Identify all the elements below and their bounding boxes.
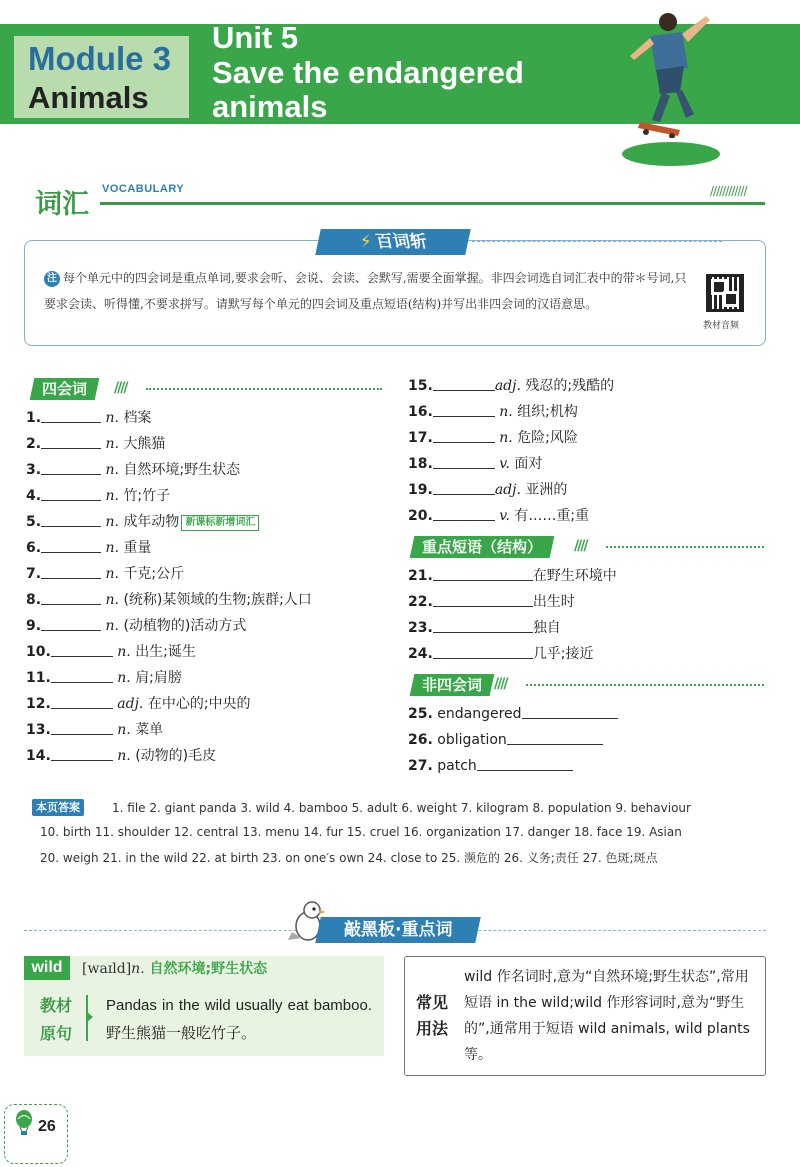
qr-label: 教材音频: [703, 321, 740, 331]
nonfour-item: 27. patch: [408, 756, 573, 776]
page-header: [0, 0, 800, 147]
nonfour-item: 26. obligation: [408, 730, 603, 750]
keyword: wild: [24, 956, 70, 980]
dotted-line: [526, 684, 764, 686]
list-item: 9. n. (动植物的)活动方式: [26, 618, 247, 634]
section-four: [30, 378, 100, 400]
pos: n.: [131, 961, 145, 977]
shadow-oval: [622, 142, 720, 166]
list-item: 1. n. 档案: [26, 410, 152, 426]
list-item: 8. n. (统称)某领域的生物;族群;人口: [26, 592, 312, 608]
vocabulary-rule: [100, 202, 765, 205]
list-item: 3. n. 自然环境;野生状态: [26, 462, 241, 478]
section-phrases: [410, 536, 555, 558]
jc-sentence: Pandas in the wild usually eat bamboo. 野生熊猫一般吃竹子。: [106, 997, 372, 1042]
qhb-title-text: 敲黑板·重点词: [343, 920, 453, 940]
note-text: 每个单元中的四会词是重点单词,要求会听、会说、会读、会默写,需要全面掌握。非四会词选自词汇表中的带＊号词,只要求会读、听得懂,不要求拼写。请默写每个单元的四会词及重点短语(结构)并写出非四会词的汉语意思。: [44, 271, 687, 311]
qhb-title: [315, 917, 481, 943]
slash-decoration: ////////////: [710, 184, 747, 198]
section-phrases-text: 重点短语（结构）: [422, 538, 543, 556]
phonetic: [waɪld]: [82, 961, 132, 977]
baici-dash-line: [472, 241, 722, 242]
vocabulary-en: VOCABULARY: [102, 183, 185, 195]
qr-code-icon[interactable]: [706, 274, 744, 312]
nonfour-item: 25. endangered: [408, 704, 618, 724]
phrase-item: 22. 出生时: [408, 594, 575, 610]
dotted-line: [606, 546, 764, 548]
answer-line: 20. weigh 21. in the wild 22. at birth 23. on one′s own 24. close to 25. 濒危的 26. 义务;责任 27. 色斑;斑点: [40, 851, 658, 865]
list-item: 14. n. (动物的)毛皮: [26, 748, 217, 764]
skateboarder-illustration: [610, 8, 720, 138]
list-item: 2. n. 大熊猫: [26, 436, 166, 452]
note-badge: 注: [44, 271, 60, 287]
list-item: 12. adj. 在中心的;中央的: [26, 696, 251, 712]
balloon-icon: [14, 1110, 34, 1136]
runner-icon: ⚡: [357, 232, 374, 252]
jc-label: 教材原句: [40, 996, 73, 1043]
baici-title-text: 百词斩: [373, 232, 429, 252]
bars-decoration: ////: [114, 380, 127, 396]
jc-arrow-icon: [87, 1012, 93, 1022]
dotted-line: [146, 388, 382, 390]
bars-decoration: ////: [574, 538, 587, 554]
section-nonfour: [410, 674, 495, 696]
list-item: 20. v. 有……重;重: [408, 508, 590, 524]
module-subtitle: Animals: [28, 80, 149, 115]
keyword-definition: [82, 958, 267, 978]
answer-line: 10. birth 11. shoulder 12. central 13. menu 14. fur 15. cruel 16. organization 17. danger 18. face 19. Asian: [40, 825, 682, 839]
list-item: 19. adj. 亚洲的: [408, 482, 568, 498]
unit-title: Save the endangered animals: [212, 55, 524, 124]
bars-decoration: ////: [494, 676, 507, 692]
list-item: 18. v. 面对: [408, 456, 543, 472]
new-word-tag: 新课标新增词汇: [181, 515, 259, 531]
vocabulary-heading: [30, 170, 770, 220]
list-item: 6. n. 重量: [26, 540, 152, 556]
list-item: 10. n. 出生;诞生: [26, 644, 196, 660]
module-title: Module 3: [28, 40, 172, 77]
list-item: 5. n. 成年动物 新课标新增词汇: [26, 512, 259, 532]
phrase-item: 23. 独自: [408, 620, 561, 636]
answer-badge: 本页答案: [32, 799, 84, 816]
baici-note: [44, 265, 694, 317]
list-item: 11. n. 肩;肩膀: [26, 670, 182, 686]
list-item: 17. n. 危险;风险: [408, 430, 578, 446]
list-item: 15. adj. 残忍的;残酷的: [408, 378, 615, 394]
phrase-item: 24. 几乎;接近: [408, 646, 594, 662]
baici-title: [315, 229, 471, 255]
answer-line: 1. file 2. giant panda 3. wild 4. bamboo 5. adult 6. weight 7. kilogram 8. population 9. behaviour: [112, 801, 691, 815]
section-nonfour-text: 非四会词: [422, 676, 483, 694]
usage-text: wild 作名词时,意为“自然环境;野生状态”,常用短语 in the wild;wild 作形容词时,意为“野生的”,通常用于短语 wild animals, wild plants 等。: [464, 969, 750, 1063]
usage-label: 常见用法: [416, 993, 449, 1038]
list-item: 16. n. 组织;机构: [408, 404, 578, 420]
vocabulary-cn: 词汇: [35, 189, 89, 220]
list-item: 4. n. 竹;竹子: [26, 488, 171, 504]
list-item: 7. n. 千克;公斤: [26, 566, 185, 582]
page-number: 26: [38, 1118, 56, 1135]
list-item: 13. n. 菜单: [26, 722, 164, 738]
section-four-text: 四会词: [42, 380, 88, 398]
unit-number: Unit 5: [212, 20, 299, 55]
definition: 自然环境;野生状态: [149, 961, 268, 977]
phrase-item: 21. 在野生环境中: [408, 568, 617, 584]
